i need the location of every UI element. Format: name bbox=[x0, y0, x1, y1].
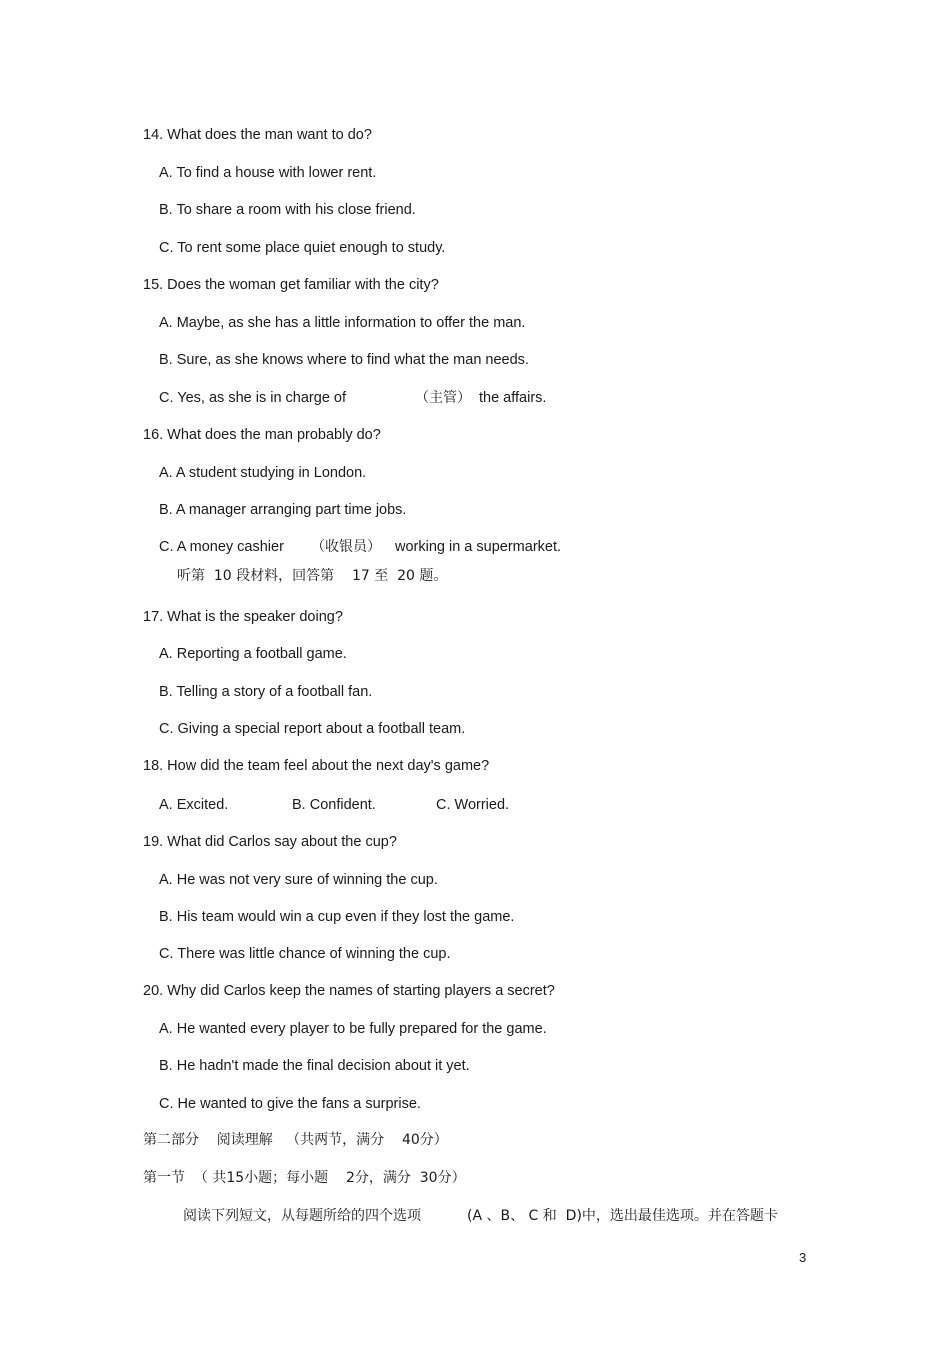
question-14-option-b: B. To share a room with his close friend. bbox=[159, 202, 416, 218]
question-14-option-a: A. To find a house with lower rent. bbox=[159, 165, 377, 181]
question-15-option-b: B. Sure, as she knows where to find what the man needs. bbox=[159, 352, 529, 368]
question-17-option-c: C. Giving a special report about a football team. bbox=[159, 721, 466, 737]
question-20-option-b: B. He hadn't made the final decision about it yet. bbox=[159, 1058, 470, 1074]
question-17-option-a: A. Reporting a football game. bbox=[159, 646, 347, 662]
question-16-stem: 16. What does the man probably do? bbox=[143, 427, 381, 443]
question-16-option-c-tail: working in a supermarket. bbox=[395, 539, 562, 555]
question-20-stem: 20. Why did Carlos keep the names of starting players a secret? bbox=[143, 983, 555, 999]
question-15-stem: 15. Does the woman get familiar with the city? bbox=[143, 277, 439, 293]
question-15-option-c-text: C. Yes, as she is in charge of bbox=[159, 390, 346, 406]
question-17-stem: 17. What is the speaker doing? bbox=[143, 609, 343, 625]
reading-instruction-text: 阅读下列短文，从每题所给的四个选项 bbox=[183, 1208, 421, 1224]
listening-instruction-10: 听第 10 段材料，回答第 17 至 20 题。 bbox=[177, 568, 448, 584]
question-14-option-c: C. To rent some place quiet enough to study. bbox=[159, 240, 446, 256]
question-18-option-c: C. Worried. bbox=[436, 797, 510, 813]
question-17-option-b: B. Telling a story of a football fan. bbox=[159, 684, 373, 700]
question-19-option-a: A. He was not very sure of winning the cup. bbox=[159, 872, 438, 888]
question-20-option-c: C. He wanted to give the fans a surprise. bbox=[159, 1096, 421, 1112]
question-15-option-c-tail: the affairs. bbox=[479, 390, 547, 406]
part-2-section-1-heading: 第一节 （ 共15小题；每小题 2分，满分 30分） bbox=[143, 1170, 466, 1186]
question-15-option-c-gloss: （主管） bbox=[415, 390, 471, 406]
question-18-option-b: B. Confident. bbox=[292, 797, 376, 813]
question-16-option-b: B. A manager arranging part time jobs. bbox=[159, 502, 407, 518]
question-20-option-a: A. He wanted every player to be fully prepared for the game. bbox=[159, 1021, 547, 1037]
question-15-option-a: A. Maybe, as she has a little information to offer the man. bbox=[159, 315, 526, 331]
question-16-option-a: A. A student studying in London. bbox=[159, 465, 367, 481]
page-number: 3 bbox=[799, 1250, 807, 1265]
question-18-stem: 18. How did the team feel about the next day's game? bbox=[143, 758, 490, 774]
question-19-stem: 19. What did Carlos say about the cup? bbox=[143, 834, 397, 850]
question-19-option-b: B. His team would win a cup even if they lost the game. bbox=[159, 909, 515, 925]
question-19-option-c: C. There was little chance of winning the cup. bbox=[159, 946, 451, 962]
question-18-option-a: A. Excited. bbox=[159, 797, 229, 813]
reading-instruction-text-tail: (A 、B、 C 和 D)中，选出最佳选项。并在答题卡 bbox=[467, 1208, 778, 1224]
question-16-option-c-text: C. A money cashier bbox=[159, 539, 284, 555]
question-14-stem: 14. What does the man want to do? bbox=[143, 127, 372, 143]
question-16-option-c-gloss: （收银员） bbox=[311, 539, 381, 555]
part-2-heading: 第二部分 阅读理解 （共两节，满分 40分） bbox=[143, 1132, 448, 1148]
